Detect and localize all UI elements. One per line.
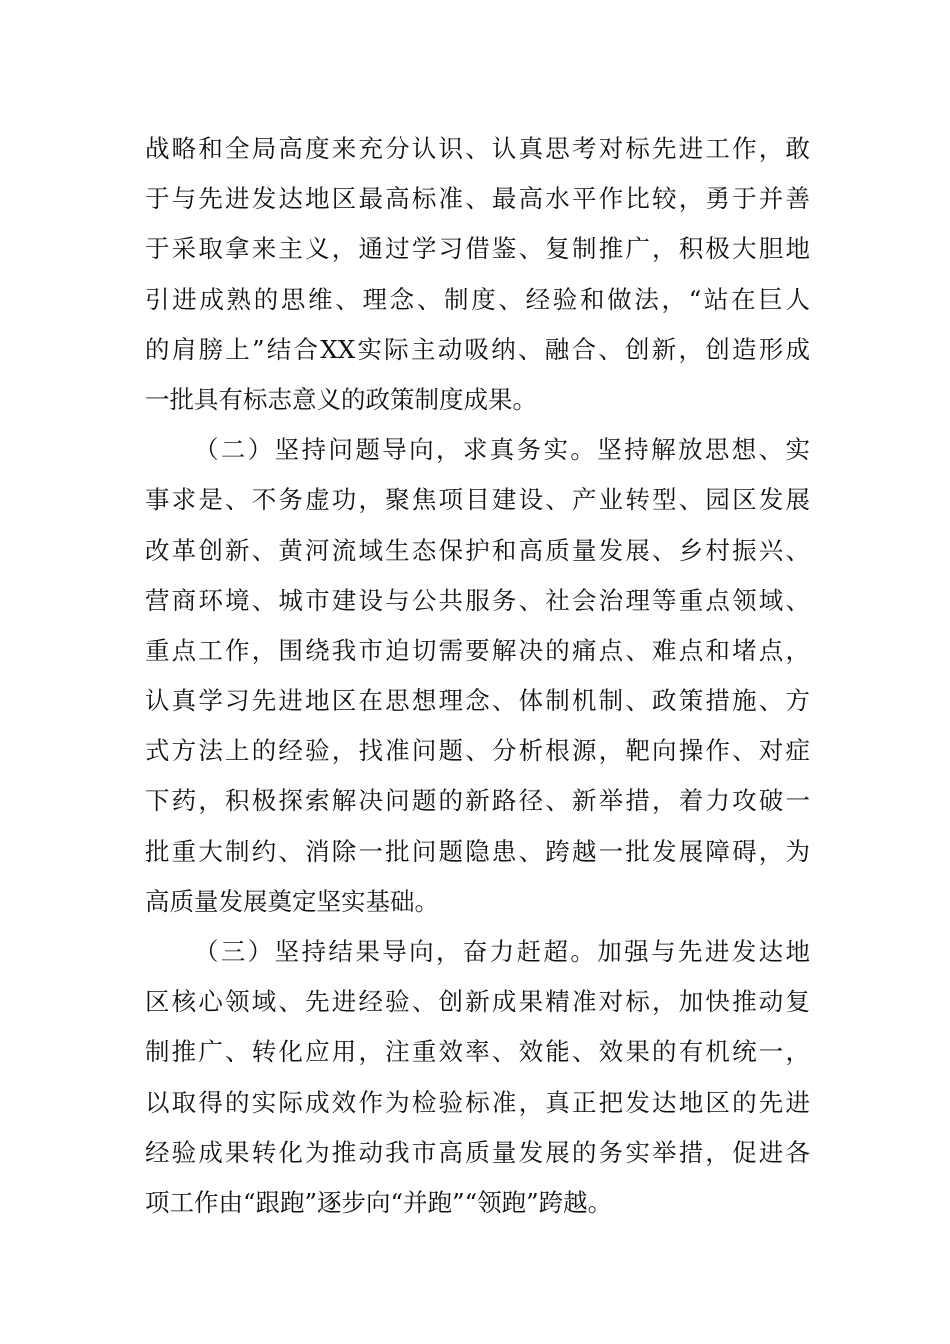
- text-line: 项工作由“跟跑”逐步向“并跑”“领跑”跨越。: [145, 1187, 613, 1217]
- text-line: （三）坚持结果导向，奋力赶超。加强与先进发达地: [194, 937, 810, 966]
- text-line: 批重大制约、消除一批问题隐患、跨越一批发展障碍，为: [145, 836, 810, 866]
- text-line: 一批具有标志意义的政策制度成果。: [145, 384, 537, 414]
- text-line: 制推广、转化应用，注重效率、效能、效果的有机统一，: [145, 1037, 810, 1067]
- paragraph-1: [145, 124, 810, 425]
- document-body: [145, 124, 810, 1228]
- text-line: 认真学习先进地区在思想理念、体制机制、政策措施、方: [145, 686, 810, 716]
- text-line: 式方法上的经验，找准问题、分析根源，靶向操作、对症: [145, 736, 810, 766]
- text-line: （二）坚持问题导向，求真务实。坚持解放思想、实: [194, 435, 810, 465]
- text-line: 以取得的实际成效作为检验标准，真正把发达地区的先进: [145, 1087, 810, 1117]
- text-line: 营商环境、城市建设与公共服务、社会治理等重点领域、: [145, 585, 810, 615]
- text-line: 于与先进发达地区最高标准、最高水平作比较，勇于并善: [145, 184, 810, 214]
- paragraph-2: [145, 425, 810, 927]
- text-line: 事求是、不务虚功，聚焦项目建设、产业转型、园区发展: [145, 485, 810, 515]
- text-line: 重点工作，围绕我市迫切需要解决的痛点、难点和堵点，: [145, 635, 810, 665]
- text-line: 区核心领域、先进经验、创新成果精准对标，加快推动复: [145, 987, 810, 1017]
- text-line: 改革创新、黄河流域生态保护和高质量发展、乡村振兴、: [145, 535, 810, 565]
- text-line: 经验成果转化为推动我市高质量发展的务实举措，促进各: [145, 1137, 810, 1167]
- text-line: 引进成熟的思维、理念、制度、经验和做法，“站在巨人: [145, 284, 810, 314]
- text-line: 高质量发展奠定坚实基础。: [145, 886, 439, 916]
- text-line: 下药，积极探索解决问题的新路径、新举措，着力攻破一: [145, 786, 810, 816]
- text-line: 战略和全局高度来充分认识、认真思考对标先进工作，敢: [145, 134, 810, 163]
- paragraph-3: [145, 927, 810, 1228]
- text-line: 的肩膀上”结合XX实际主动吸纳、融合、创新，创造形成: [145, 334, 810, 364]
- text-line: 于采取拿来主义，通过学习借鉴、复制推广，积极大胆地: [145, 234, 810, 264]
